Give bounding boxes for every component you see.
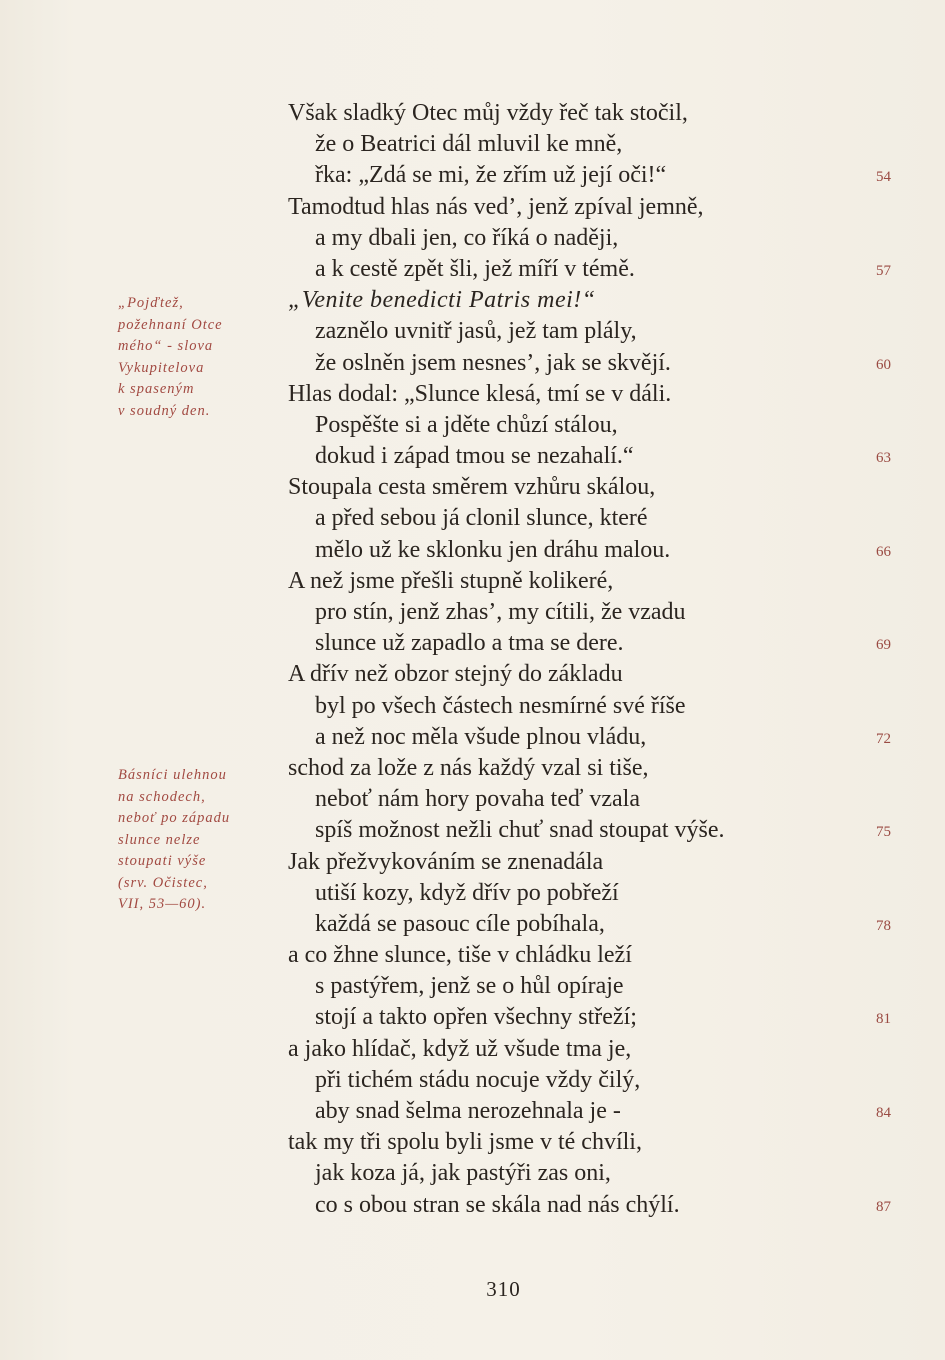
verse-text: utiší kozy, když dřív po pobřeží: [315, 879, 619, 906]
verse-text: a my dbali jen, co říká o naději,: [315, 224, 619, 251]
verse-text: schod za lože z nás každý vzal si tiše,: [288, 754, 649, 781]
verse-text: a co žhne slunce, tiše v chládku leží: [288, 942, 632, 969]
verse-text: že o Beatrici dál mluvil ke mně,: [315, 131, 623, 158]
verse-line: [288, 285, 848, 316]
verse-text: zaznělo uvnitř jasů, jež tam plály,: [315, 318, 637, 345]
line-number: 63: [876, 450, 891, 467]
verse-line: [288, 316, 848, 347]
verse-line: [288, 98, 848, 129]
sidenote-line: VII, 53—60).: [118, 896, 207, 912]
line-number: 72: [876, 730, 891, 747]
sidenote-line: neboť po západu: [118, 810, 231, 826]
verse-text: Tamodtud hlas nás ved’, jenž zpíval jemně,: [288, 193, 704, 220]
verse-text: s pastýřem, jenž se o hůl opíraje: [315, 973, 624, 1000]
sidenote-line: na schodech,: [118, 788, 206, 805]
verse-text: každá se pasouc cíle pobíhala,: [315, 910, 605, 937]
verse-line: [288, 784, 848, 815]
sidenote-line: stoupati výše: [118, 853, 207, 869]
verse-line: [288, 160, 891, 191]
verse-line: [288, 348, 891, 379]
verse-line: [288, 503, 848, 534]
verse-line: [288, 441, 891, 472]
sidenote-line: Vykupitelova: [118, 359, 205, 376]
verse-line: [288, 1034, 848, 1065]
sidenote-line: požehnaní Otce: [118, 316, 223, 333]
line-number: 81: [876, 1011, 891, 1028]
verse-text: pro stín, jenž zhas’, my cítili, že vzadu: [315, 599, 686, 625]
verse-text: a k cestě zpět šli, jež míří v témě.: [315, 255, 635, 282]
verse-line: [288, 472, 848, 503]
verse-text: řka: „Zdá se mi, že zřím už její oči!“: [315, 162, 667, 189]
verse-text: „Venite benedicti Patris mei!“: [288, 287, 596, 314]
verse-text: a než noc měla všude plnou vládu,: [315, 723, 647, 750]
verse-text: byl po všech částech nesmírné své říše: [315, 692, 686, 719]
verse-line: [288, 753, 848, 784]
verse-line: [288, 1096, 891, 1127]
verse-line: [288, 566, 848, 597]
line-number: 60: [876, 356, 891, 373]
verse-line: [288, 1002, 891, 1033]
sidenote-line: (srv. Očistec,: [118, 874, 208, 891]
verse-text: co s obou stran se skála nad nás chýlí.: [315, 1191, 680, 1218]
line-number: 75: [876, 824, 891, 841]
verse-line: [288, 815, 891, 846]
sidenote-poets-rest: [118, 765, 273, 916]
verse-text: A dřív než obzor stejný do základu: [288, 661, 623, 688]
verse-line: [288, 847, 848, 878]
verse-text: A než jsme přešli stupně kolikeré,: [288, 567, 614, 594]
verse-line: [288, 597, 848, 628]
verse-line: [288, 909, 891, 940]
sidenote-line: Básníci ulehnou: [118, 767, 227, 783]
verse-text: Pospěšte si a jděte chůzí stálou,: [315, 411, 618, 438]
verse-line: [288, 628, 891, 659]
verse-line: [288, 1190, 891, 1221]
verse-text: a jako hlídač, když už všude tma je,: [288, 1035, 632, 1062]
verse-line: [288, 535, 891, 566]
verse-line: [288, 192, 848, 223]
line-number: 54: [876, 169, 891, 186]
verse-line: [288, 878, 848, 909]
sidenote-line: mého“ - slova: [118, 338, 214, 354]
verse-text: Hlas dodal: „Slunce klesá, tmí se v dáli.: [288, 380, 672, 407]
verse-text: spíš možnost nežli chuť snad stoupat výše.: [315, 817, 725, 844]
sidenote-line: „Pojďtež,: [118, 295, 184, 311]
verse-text: dokud i západ tmou se nezahalí.“: [315, 443, 634, 470]
verse-text: stojí a takto opřen všechny střeží;: [315, 1004, 637, 1031]
verse-line: [288, 940, 848, 971]
verse-text: že oslněn jsem nesnes’, jak se skvějí.: [315, 349, 671, 376]
verse-line: [288, 254, 891, 285]
verse-line: [288, 659, 848, 690]
verse-line: [288, 691, 848, 722]
verse-text: Však sladký Otec můj vždy řeč tak stočil,: [288, 100, 688, 126]
line-number: 66: [876, 543, 891, 560]
sidenote-venite: [118, 293, 273, 422]
line-number: 84: [876, 1105, 891, 1121]
poem-text: [288, 98, 891, 1221]
sidenote-line: k spaseným: [118, 381, 195, 397]
verse-text: neboť nám hory povaha teď vzala: [315, 786, 640, 813]
verse-text: Jak přežvykováním se znenadála: [288, 848, 604, 875]
verse-text: slunce už zapadlo a tma se dere.: [315, 630, 624, 657]
verse-line: [288, 971, 848, 1002]
verse-line: [288, 129, 848, 160]
verse-line: [288, 379, 848, 410]
verse-text: a před sebou já clonil slunce, které: [315, 505, 648, 532]
verse-line: [288, 223, 848, 254]
line-number: 87: [876, 1198, 891, 1215]
verse-text: tak my tři spolu byli jsme v té chvíli,: [288, 1129, 642, 1156]
verse-text: jak koza já, jak pastýři zas oni,: [315, 1160, 611, 1187]
verse-text: aby snad šelma nerozehnala je -: [315, 1098, 621, 1124]
verse-text: Stoupala cesta směrem vzhůru skálou,: [288, 474, 656, 501]
line-number: 57: [876, 262, 891, 279]
verse-line: [288, 1158, 848, 1189]
sidenote-line: slunce nelze: [118, 831, 201, 848]
line-number: 69: [876, 637, 891, 654]
verse-line: [288, 1065, 848, 1096]
verse-line: [288, 410, 848, 441]
line-number: 78: [876, 917, 891, 934]
verse-line: [288, 1127, 848, 1158]
verse-line: [288, 722, 891, 753]
verse-text: při tichém stádu nocuje vždy čilý,: [315, 1066, 641, 1093]
page-number: 310: [486, 1277, 521, 1301]
sidenote-line: v soudný den.: [118, 402, 211, 419]
verse-text: mělo už ke sklonku jen dráhu malou.: [315, 536, 671, 563]
